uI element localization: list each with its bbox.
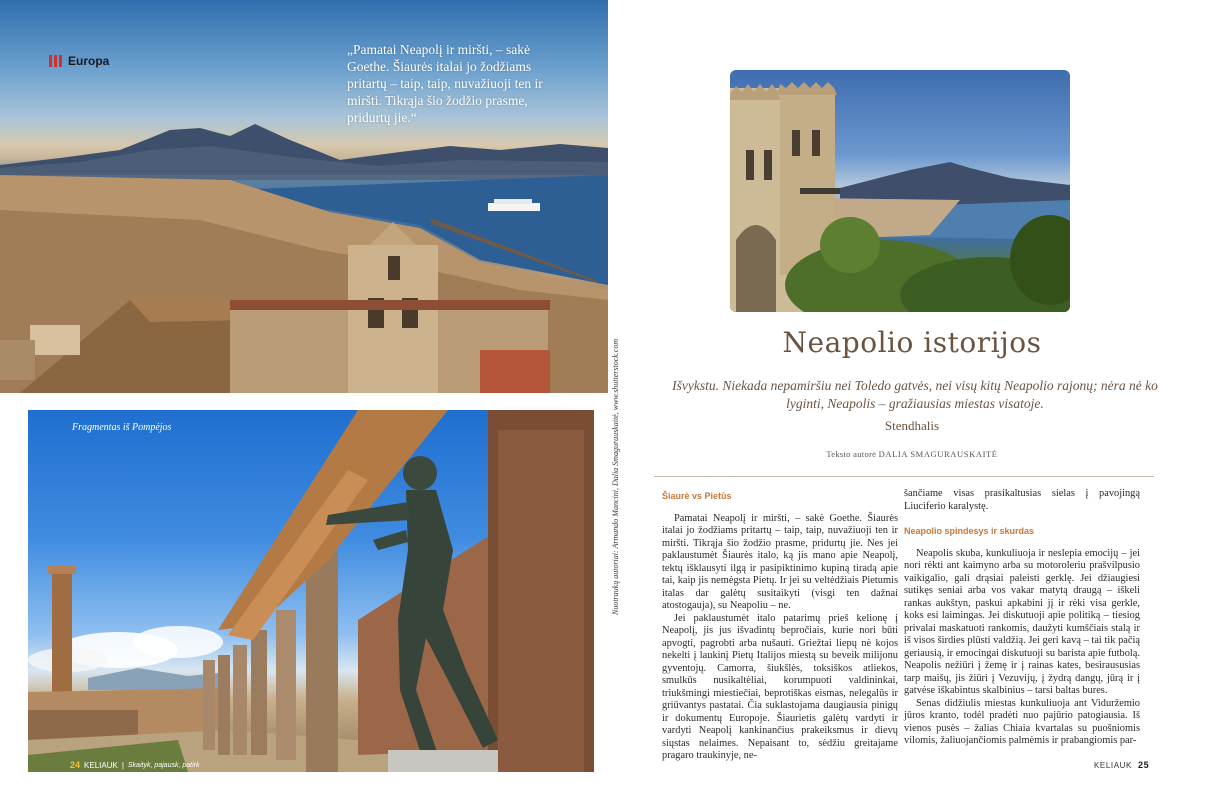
byline (608, 449, 1216, 459)
article-column-2 (904, 488, 1140, 748)
divider-icon: | (121, 760, 124, 770)
article-column-1 (662, 488, 898, 763)
naples-panorama-photo (0, 0, 608, 393)
paragraph: Jei paklaustumėt italo patarimų prieš kelionę į Neapolį, jis jus išvadintų bepročiais, kurie nori būti apvogti, pagrobti arba nušauti. Griežtai liepų nė kojos nekelti į laukinį Pietų Italijos miestą su beveik milijonu gyventojų. Camorra, šiukšlės, toksiškos atliekos, smulkūs nusikaltėliai, korumpuoti valdininkai, triukšmingi miestiečiai, beprotiškas eismas, nelegalūs ir griūvantys pastatai. Čia suklastojama daugiausia pinigų ir dokumentų Europoje. Šiaurietis galėtų vardyti ir vardyti Neapolį kankinančius prakeiksmus ir dievų siųstas nelaimes. Nepaisant to, sėdžiu greitajame pragaro traukinyje, ne- (662, 612, 898, 761)
pompeii-illustration (28, 410, 594, 772)
magazine-name: KELIAUK (1094, 760, 1132, 770)
paragraph: Senas didžiulis miestas kunkuliuoja ant Viduržemio jūros kranto, todėl pradėti nuo pajūrio patogiausia. Iš vienos pusės – žalias Chiaia kvartalas su puošniomis vilomis, žaliuojančiomis palmėmis ir prabangiomis par- (904, 697, 1140, 746)
castle-illustration (730, 70, 1070, 312)
photo-caption: Fragmentas iš Pompėjos (72, 422, 172, 433)
paragraph: Pamatai Neapolį ir miršti, – sakė Goethe. Šiaurės italai jo žodžiams pritartų – taip, taip, nuvažiuoji ten ir miršti. Tikrąja šio žodžio prasme, pridurtų jie. Nes jei paklaustumėt Šiaurės italo, ką jis mano apie Neapolį, tektų išklausyti ilgą ir pasipiktinimo kupiną tiradą apie tai, kaip jis nemėgsta Pietų. Ir jei su veltėdžiais Pietumis italas dar galėtų susitaikyti (visgi ten dažnai atostogauja), su Neapoliu – ne. (662, 512, 898, 611)
subheading-north-vs-south: Šiaurė vs Pietūs (662, 491, 732, 501)
epigraph: Išvykstu. Niekada nepamiršiu nei Toledo gatvės, nei visų kitų Neapolio rajonų; nėra nė ko lyginti, Neapolis – gražiausias miestas visatoje. (672, 378, 1158, 411)
paragraph: šančiame visas prasikaltusias sielas į pavojingą Liuciferio karalystę. (904, 488, 1140, 512)
paragraph: Neapolis skuba, kunkuliuoja ir neslepia emocijų – jei nori rėkti ant kaimyno arba su motoroleriu prašvilpusio vaikigalio, gali drąsiai paleisti gerklę. Jei džiaugiesi sutikęs seniai arba vos vakar matytą draugą – iškeli rankas aukštyn, paskui apkabini jį ir rėki visa gerkle, koks esi laimingas. Jei diskutuoji apie politiką – tiesiog privalai maskatuoti rankomis, daužyti kumščiais stalą ir iš visos širdies plūsti valdžią. Jei geri kavą – tai tik pačią geriausią, ir emocingai diskutuoji su barista apie futbolą. Neapolis nežiūri į žemę ir į rainas kates, besiraususias tarp maišų, jis žiūri į Vezuvijų, į žydrą dangų, jūrą ir į gatvėse iškabintus skalbinius – tarsi baltas bures. (904, 547, 1140, 696)
castle-photo (730, 70, 1070, 312)
byline-label: Teksto autorė (826, 449, 877, 459)
byline-author: DALIA SMAGURAUSKAITĖ (878, 449, 998, 459)
hero-quote: „Pamatai Neapolį ir miršti, – sakė Goethe. Šiaurės italai jo žodžiams pritartų – taip, taip, nuvažiuoji ten ir miršti. Tikrąja šio žodžio prasme, pridurtų jie.“ (347, 42, 543, 125)
section-tag (49, 54, 109, 68)
page-number: 24 (70, 760, 81, 770)
subheading-splendor-and-poverty: Neapolio spindesys ir skurdas (904, 526, 1035, 536)
folio-right (1094, 760, 1149, 770)
epigraph-author: Stendhalis (884, 418, 940, 433)
pompeii-photo (28, 410, 594, 772)
photo-credit: Nuotraukų autoriai: Armando Mancini, Dalia Smagurauskaitė, www.shutterstock.com (611, 338, 620, 615)
section-tag-label: Europa (68, 54, 110, 68)
folio-left (70, 760, 199, 770)
section-marker-icon (49, 55, 62, 67)
article-title: Neapolio istorijos (782, 326, 1042, 359)
page-number: 25 (1138, 760, 1150, 770)
magazine-slogan: Skaityk, pajausk, patirk (127, 761, 200, 769)
title-divider (654, 476, 1154, 477)
magazine-name: KELIAUK (84, 760, 118, 770)
